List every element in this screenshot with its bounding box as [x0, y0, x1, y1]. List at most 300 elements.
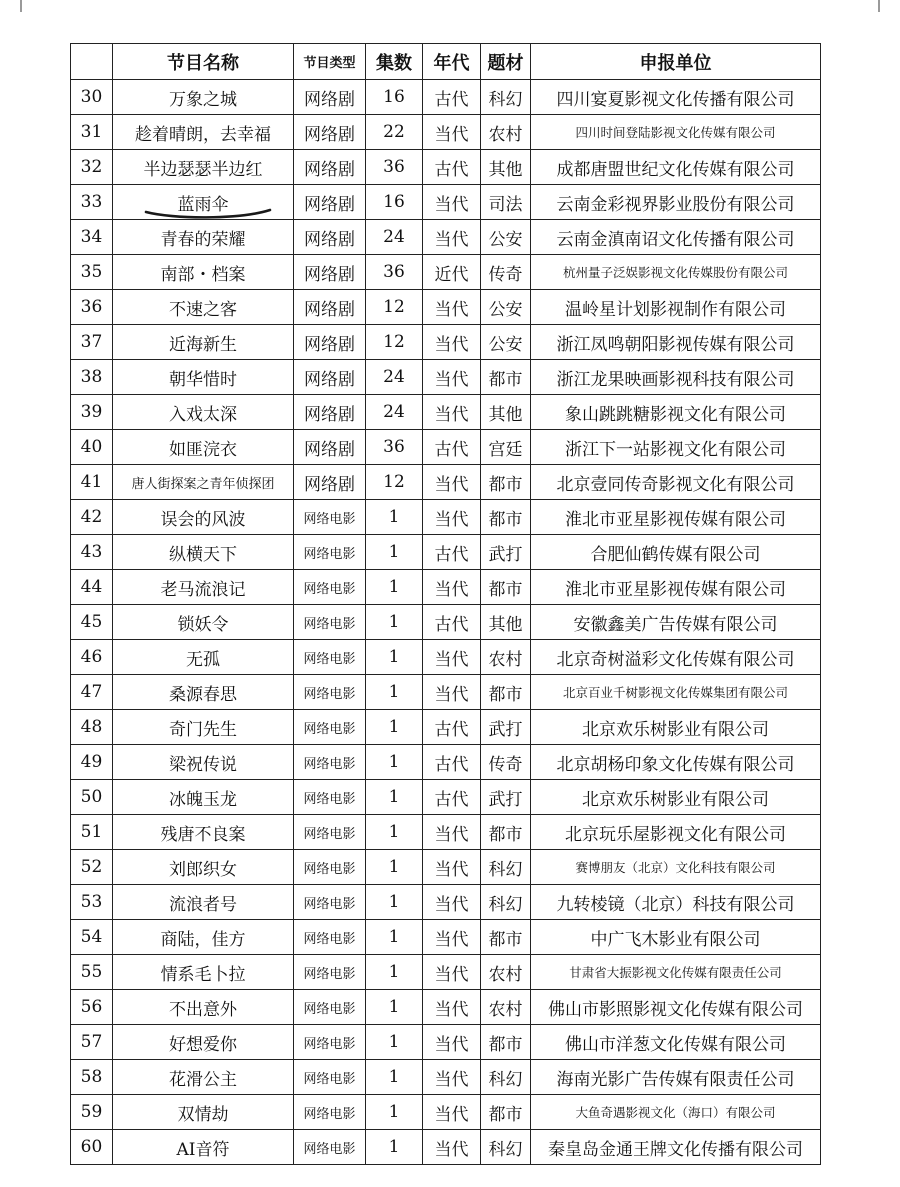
cell-title-text: 半边瑟瑟半边红 [143, 159, 263, 180]
cell-title [113, 850, 294, 885]
cell-episodes-text: 12 [383, 332, 405, 352]
table-header-row [71, 44, 821, 80]
cell-type [294, 115, 366, 150]
cell-episodes [366, 185, 423, 220]
cell-theme-text: 武打 [488, 789, 523, 810]
header-type: 节目类型 [294, 44, 366, 80]
cell-no-text: 42 [80, 507, 103, 527]
cell-theme [481, 80, 531, 115]
cell-episodes [366, 1130, 423, 1165]
cell-theme-text: 武打 [488, 719, 523, 740]
cell-unit-text: 九转棱镜（北京）科技有限公司 [556, 894, 795, 915]
cell-era [423, 955, 481, 990]
cell-unit-text: 温岭星计划影视制作有限公司 [565, 299, 786, 320]
cell-title [113, 780, 294, 815]
cell-type-text: 网络剧 [304, 194, 355, 215]
cell-title [113, 640, 294, 675]
table-row [71, 1060, 821, 1095]
cell-no [71, 815, 113, 850]
cell-title [113, 115, 294, 150]
table-row [71, 745, 821, 780]
table-row [71, 325, 821, 360]
cell-era [423, 1025, 481, 1060]
cell-title-text: 无孤 [186, 649, 220, 670]
cell-type [294, 255, 366, 290]
cell-episodes-text: 1 [388, 577, 400, 597]
cell-unit-text: 北京胡杨印象文化传媒有限公司 [556, 754, 795, 775]
cell-era-text: 当代 [434, 299, 469, 320]
cell-episodes [366, 1060, 423, 1095]
cell-episodes-text: 1 [388, 612, 400, 632]
table-row [71, 1130, 821, 1165]
cell-title-text: 如匪浣衣 [169, 439, 237, 460]
cell-theme [481, 675, 531, 710]
cell-type [294, 850, 366, 885]
cell-no-text: 55 [80, 962, 103, 982]
table-row [71, 360, 821, 395]
cell-episodes-text: 1 [388, 647, 400, 667]
cell-episodes-text: 1 [388, 1067, 400, 1087]
cell-title [113, 150, 294, 185]
cell-type-text: 网络电影 [303, 791, 356, 807]
program-registry-table [70, 43, 821, 1165]
cell-no [71, 220, 113, 255]
cell-type-text: 网络电影 [303, 931, 356, 947]
cell-title [113, 675, 294, 710]
cell-no-text: 47 [80, 682, 103, 702]
table-row [71, 640, 821, 675]
cell-type [294, 185, 366, 220]
cell-episodes [366, 675, 423, 710]
cell-theme-text: 公安 [488, 299, 523, 320]
table-row [71, 185, 821, 220]
cell-no [71, 955, 113, 990]
cell-era [423, 640, 481, 675]
cell-title-text: 情系毛卜拉 [160, 964, 246, 985]
cell-title [113, 710, 294, 745]
cell-type [294, 290, 366, 325]
cell-era-text: 当代 [434, 999, 469, 1020]
cell-era-text: 古代 [434, 439, 469, 460]
cell-no [71, 605, 113, 640]
cell-type [294, 570, 366, 605]
cell-theme [481, 1130, 531, 1165]
cell-era [423, 1130, 481, 1165]
cell-episodes-text: 1 [388, 1032, 400, 1052]
cell-unit-text: 四川宴夏影视文化传播有限公司 [556, 89, 795, 110]
cell-no-text: 56 [80, 997, 103, 1017]
cell-theme-text: 都市 [488, 509, 523, 530]
cell-theme-text: 都市 [488, 1104, 523, 1125]
table-row [71, 220, 821, 255]
cell-episodes-text: 1 [388, 997, 400, 1017]
cell-era [423, 500, 481, 535]
cell-type [294, 1060, 366, 1095]
cell-type-text: 网络电影 [303, 1106, 356, 1122]
cell-unit-text: 海南光影广告传媒有限责任公司 [556, 1069, 795, 1090]
cell-title [113, 1130, 294, 1165]
cell-no [71, 990, 113, 1025]
cell-episodes-text: 24 [383, 402, 405, 422]
cell-type-text: 网络电影 [303, 511, 356, 527]
cell-theme-text: 科幻 [488, 859, 523, 880]
cell-no-text: 44 [80, 577, 103, 597]
cell-no-text: 45 [80, 612, 103, 632]
cell-theme [481, 220, 531, 255]
table-row [71, 815, 821, 850]
cell-title [113, 430, 294, 465]
cell-no [71, 290, 113, 325]
cell-type-text: 网络剧 [304, 439, 355, 460]
cell-era [423, 745, 481, 780]
cell-no-text: 31 [80, 122, 103, 142]
cell-title-text: 唐人街探案之青年侦探团 [131, 476, 275, 492]
cell-episodes [366, 500, 423, 535]
cell-theme [481, 185, 531, 220]
cell-episodes [366, 920, 423, 955]
cell-no-text: 49 [80, 752, 103, 772]
cell-type-text: 网络电影 [303, 861, 356, 877]
cell-unit [531, 220, 821, 255]
cell-theme [481, 500, 531, 535]
cell-theme [481, 780, 531, 815]
cell-title [113, 360, 294, 395]
cell-no [71, 850, 113, 885]
cell-no [71, 780, 113, 815]
cell-era-text: 当代 [434, 684, 469, 705]
cell-no-text: 34 [80, 227, 103, 247]
cell-era-text: 当代 [434, 1139, 469, 1160]
cell-no-text: 51 [80, 822, 103, 842]
cell-episodes [366, 850, 423, 885]
cell-episodes [366, 605, 423, 640]
cell-era [423, 290, 481, 325]
cell-unit-text: 北京壹同传奇影视文化有限公司 [556, 474, 795, 495]
cell-unit [531, 535, 821, 570]
cell-era [423, 920, 481, 955]
cell-era [423, 885, 481, 920]
table-row [71, 150, 821, 185]
cell-unit [531, 640, 821, 675]
cell-unit [531, 255, 821, 290]
cell-unit [531, 80, 821, 115]
cell-unit-text: 云南金滇南诏文化传播有限公司 [556, 229, 795, 250]
cell-era-text: 古代 [434, 719, 469, 740]
cell-theme [481, 990, 531, 1025]
cell-title-text: AI音符 [176, 1139, 230, 1160]
cell-unit-text: 浙江凤鸣朝阳影视传媒有限公司 [556, 334, 795, 355]
cell-type-text: 网络剧 [304, 264, 355, 285]
cell-no-text: 39 [80, 402, 103, 422]
header-theme: 题材 [481, 44, 531, 80]
cell-theme [481, 850, 531, 885]
cell-episodes-text: 1 [388, 787, 400, 807]
cell-episodes [366, 535, 423, 570]
cell-theme-text: 科幻 [488, 1139, 523, 1160]
table-row [71, 255, 821, 290]
cell-no [71, 465, 113, 500]
cell-era-text: 当代 [434, 1034, 469, 1055]
cell-era-text: 当代 [434, 124, 469, 145]
cell-episodes-text: 1 [388, 682, 400, 702]
cell-unit [531, 955, 821, 990]
cell-unit-text: 浙江龙果映画影视科技有限公司 [556, 369, 795, 390]
cell-no-text: 50 [80, 787, 103, 807]
cell-era-text: 当代 [434, 194, 469, 215]
cell-type-text: 网络剧 [304, 334, 355, 355]
cell-no-text: 52 [80, 857, 103, 877]
table-row [71, 500, 821, 535]
cell-no [71, 150, 113, 185]
cell-theme-text: 司法 [488, 194, 523, 215]
cell-unit [531, 675, 821, 710]
cell-no [71, 395, 113, 430]
cell-theme-text: 都市 [488, 579, 523, 600]
cell-type [294, 780, 366, 815]
cell-title [113, 290, 294, 325]
table-row [71, 850, 821, 885]
cell-type [294, 745, 366, 780]
cell-unit [531, 745, 821, 780]
cell-type-text: 网络剧 [304, 229, 355, 250]
cell-type [294, 535, 366, 570]
cell-episodes-text: 1 [388, 507, 400, 527]
cell-title [113, 1060, 294, 1095]
cell-era-text: 当代 [434, 229, 469, 250]
cell-theme-text: 都市 [488, 1034, 523, 1055]
cell-title-text: 趁着晴朗，去幸福 [135, 124, 271, 145]
cell-title-text: 入戏太深 [169, 404, 237, 425]
cell-unit-text: 浙江下一站影视文化有限公司 [565, 439, 786, 460]
cell-type [294, 500, 366, 535]
cell-type-text: 网络剧 [304, 369, 355, 390]
cell-episodes [366, 710, 423, 745]
cell-theme [481, 570, 531, 605]
cell-era [423, 710, 481, 745]
cell-type [294, 955, 366, 990]
cell-episodes-text: 1 [388, 717, 400, 737]
cell-title [113, 605, 294, 640]
cell-unit-text: 佛山市洋葱文化传媒有限公司 [565, 1034, 786, 1055]
cell-era [423, 395, 481, 430]
cell-theme-text: 武打 [488, 544, 523, 565]
cell-no [71, 430, 113, 465]
cell-no [71, 255, 113, 290]
cell-type [294, 1025, 366, 1060]
cell-unit [531, 990, 821, 1025]
cell-episodes-text: 36 [383, 437, 405, 457]
table-row [71, 535, 821, 570]
cell-unit-text: 云南金彩视界影业股份有限公司 [556, 194, 795, 215]
cell-no [71, 1130, 113, 1165]
cell-era-text: 古代 [434, 754, 469, 775]
cell-episodes-text: 1 [388, 927, 400, 947]
cell-unit-text: 秦皇岛金通王牌文化传播有限公司 [548, 1139, 803, 1160]
cell-theme [481, 955, 531, 990]
cell-no [71, 325, 113, 360]
cell-type [294, 430, 366, 465]
cell-theme [481, 640, 531, 675]
cell-theme [481, 255, 531, 290]
cell-no-text: 40 [80, 437, 103, 457]
cell-theme-text: 其他 [488, 159, 523, 180]
cell-type [294, 80, 366, 115]
header-episodes: 集数 [366, 44, 423, 80]
scan-edge-mark [878, 0, 880, 12]
cell-episodes-text: 1 [388, 962, 400, 982]
cell-type [294, 220, 366, 255]
header-era: 年代 [423, 44, 481, 80]
cell-unit [531, 500, 821, 535]
cell-episodes [366, 115, 423, 150]
cell-title-text: 奇门先生 [169, 719, 237, 740]
cell-type [294, 1095, 366, 1130]
cell-type [294, 885, 366, 920]
cell-theme [481, 1060, 531, 1095]
cell-unit [531, 150, 821, 185]
cell-theme [481, 325, 531, 360]
cell-era-text: 古代 [434, 789, 469, 810]
cell-episodes [366, 465, 423, 500]
cell-no [71, 640, 113, 675]
cell-type-text: 网络电影 [303, 826, 356, 842]
cell-era-text: 当代 [434, 1104, 469, 1125]
cell-no [71, 1025, 113, 1060]
cell-era [423, 360, 481, 395]
cell-unit [531, 850, 821, 885]
cell-theme [481, 920, 531, 955]
cell-theme [481, 150, 531, 185]
cell-no [71, 1060, 113, 1095]
cell-unit [531, 115, 821, 150]
cell-no [71, 115, 113, 150]
cell-no-text: 43 [80, 542, 103, 562]
cell-no-text: 54 [80, 927, 103, 947]
cell-no [71, 675, 113, 710]
cell-episodes-text: 1 [388, 542, 400, 562]
cell-title-text: 好想爱你 [169, 1034, 237, 1055]
cell-episodes-text: 1 [388, 1102, 400, 1122]
cell-episodes [366, 395, 423, 430]
cell-unit [531, 1060, 821, 1095]
cell-unit-text: 淮北市亚星影视传媒有限公司 [565, 509, 786, 530]
cell-era [423, 990, 481, 1025]
cell-unit-text: 安徽鑫美广告传媒有限公司 [573, 614, 778, 635]
table-row [71, 570, 821, 605]
cell-type [294, 605, 366, 640]
cell-title [113, 955, 294, 990]
cell-theme-text: 科幻 [488, 1069, 523, 1090]
cell-title [113, 465, 294, 500]
cell-episodes [366, 745, 423, 780]
scan-edge-mark [20, 0, 22, 12]
cell-unit [531, 185, 821, 220]
cell-title-text: 双情劫 [177, 1104, 229, 1125]
cell-theme [481, 1025, 531, 1060]
cell-no-text: 59 [80, 1102, 103, 1122]
table-row [71, 1095, 821, 1130]
cell-unit [531, 430, 821, 465]
cell-episodes [366, 360, 423, 395]
cell-type-text: 网络电影 [303, 686, 356, 702]
cell-title-text: 残唐不良案 [160, 824, 246, 845]
cell-title-text: 流浪者号 [169, 894, 237, 915]
cell-era [423, 675, 481, 710]
cell-theme-text: 都市 [488, 929, 523, 950]
cell-theme [481, 710, 531, 745]
cell-theme-text: 农村 [488, 999, 523, 1020]
cell-unit-text: 大鱼奇遇影视文化（海口）有限公司 [575, 1105, 776, 1120]
cell-episodes [366, 780, 423, 815]
cell-era [423, 220, 481, 255]
table-row [71, 115, 821, 150]
cell-no [71, 360, 113, 395]
cell-type-text: 网络电影 [303, 896, 356, 912]
cell-theme [481, 885, 531, 920]
cell-era-text: 当代 [434, 649, 469, 670]
table-row [71, 605, 821, 640]
table-row [71, 710, 821, 745]
cell-type-text: 网络电影 [303, 1036, 356, 1052]
cell-theme-text: 农村 [488, 124, 523, 145]
cell-era-text: 当代 [434, 859, 469, 880]
cell-type [294, 675, 366, 710]
cell-episodes [366, 255, 423, 290]
cell-theme [481, 395, 531, 430]
cell-episodes [366, 1025, 423, 1060]
cell-no-text: 48 [80, 717, 103, 737]
cell-no-text: 37 [80, 332, 103, 352]
cell-episodes [366, 1095, 423, 1130]
cell-type-text: 网络剧 [304, 124, 355, 145]
table-row [71, 885, 821, 920]
cell-unit-text: 北京欢乐树影业有限公司 [582, 719, 769, 740]
cell-type [294, 150, 366, 185]
cell-theme [481, 360, 531, 395]
cell-type [294, 1130, 366, 1165]
cell-type-text: 网络电影 [303, 1001, 356, 1017]
cell-era [423, 850, 481, 885]
cell-no-text: 41 [80, 472, 103, 492]
cell-episodes-text: 24 [383, 227, 405, 247]
cell-title-text: 蓝雨伞 [177, 194, 229, 215]
cell-era-text: 古代 [434, 159, 469, 180]
cell-unit [531, 465, 821, 500]
cell-title-text: 纵横天下 [169, 544, 237, 565]
cell-title [113, 325, 294, 360]
cell-era [423, 535, 481, 570]
cell-type-text: 网络剧 [304, 159, 355, 180]
cell-unit [531, 605, 821, 640]
cell-unit [531, 815, 821, 850]
cell-title-text: 朝华惜时 [169, 369, 237, 390]
table-body [71, 80, 821, 1165]
cell-title-text: 万象之城 [169, 89, 237, 110]
cell-type [294, 920, 366, 955]
cell-unit [531, 710, 821, 745]
cell-era [423, 115, 481, 150]
cell-theme [481, 815, 531, 850]
cell-theme [481, 1095, 531, 1130]
cell-era-text: 当代 [434, 474, 469, 495]
cell-title-text: 锁妖令 [177, 614, 229, 635]
cell-unit-text: 北京百业千树影视文化传媒集团有限公司 [562, 685, 788, 700]
table-row [71, 80, 821, 115]
cell-episodes [366, 570, 423, 605]
header-title: 节目名称 [113, 44, 294, 80]
cell-title-text: 不出意外 [169, 999, 237, 1020]
cell-title [113, 255, 294, 290]
